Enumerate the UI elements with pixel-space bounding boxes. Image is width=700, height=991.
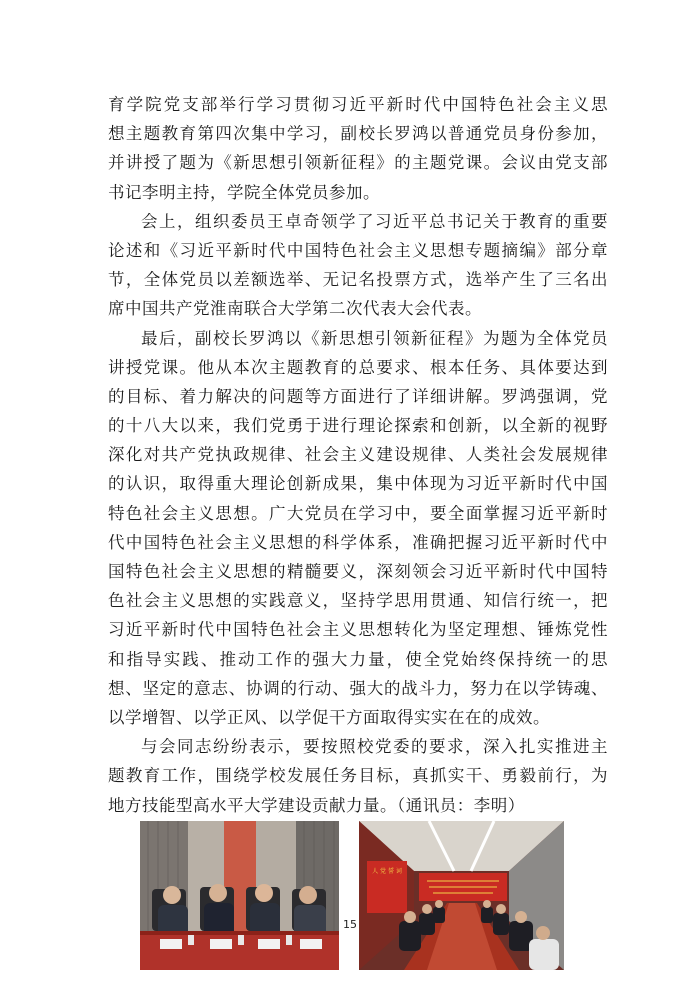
paragraph-line: 代中国特色社会主义思想的科学体系，准确把握习近平新时代中 [108, 532, 608, 552]
paragraph-line: 节，全体党员以差额选举、无记名投票方式，选举产生了三名出 [108, 270, 608, 290]
paragraph-line: 以学增智、以学正风、以学促干方面取得实实在在的成效。 [108, 707, 550, 727]
paragraph-line: 想、坚定的意志、协调的行动、强大的战斗力，努力在以学铸魂、 [108, 678, 608, 698]
meeting-photo-right [359, 821, 564, 970]
paragraph-line: 和指导实践、推动工作的强大力量，使全党始终保持统一的思 [108, 649, 608, 669]
paragraph-line: 并讲授了题为《新思想引领新征程》的主题党课。会议由党支部 [108, 153, 608, 173]
meeting-photo-left-image [140, 821, 339, 970]
paragraph-line: 会上，组织委员王卓奇领学了习近平总书记关于教育的重要 [141, 211, 608, 231]
article-body [108, 90, 608, 820]
paragraph-line: 色社会主义思想的实践意义，坚持学思用贯通、知信行统一，把 [108, 591, 608, 611]
paragraph-line: 习近平新时代中国特色社会主义思想转化为坚定理想、锤炼党性 [108, 620, 608, 640]
paragraph-line: 的认识，取得重大理论创新成果，集中体现为习近平新时代中国 [108, 474, 608, 494]
paragraph-line: 的目标、着力解决的问题等方面进行了详细讲解。罗鸿强调，党 [108, 386, 608, 406]
meeting-photo-right-image [359, 821, 564, 970]
paragraph-line: 席中国共产党淮南联合大学第二次代表大会代表。 [108, 299, 482, 319]
page-number: 15 [343, 918, 357, 931]
paragraph-line: 想主题教育第四次集中学习，副校长罗鸿以普通党员身份参加， [108, 124, 608, 144]
paragraph-line: 地方技能型高水平大学建设贡献力量。（通讯员：李明） [108, 795, 525, 815]
meeting-photo-left [140, 821, 339, 970]
paragraph-line: 与会同志纷纷表示，要按照校党委的要求，深入扎实推进主 [141, 737, 608, 757]
banner-text: 人 党 誓 词 [372, 868, 402, 875]
paragraph-line: 书记李明主持，学院全体党员参加。 [108, 182, 380, 202]
paragraph-line: 最后，副校长罗鸿以《新思想引领新征程》为题为全体党员 [141, 328, 608, 348]
paragraph-line: 题教育工作，围绕学校发展任务目标，真抓实干、勇毅前行，为 [108, 766, 608, 786]
paragraph-line: 国特色社会主义思想的精髓要义，深刻领会习近平新时代中国特 [108, 562, 608, 581]
paragraph-line: 的十八大以来，我们党勇于进行理论探索和创新，以全新的视野 [108, 416, 608, 436]
paragraph-line: 育学院党支部举行学习贯彻习近平新时代中国特色社会主义思 [108, 95, 608, 114]
paragraph-line: 深化对共产党执政规律、社会主义建设规律、人类社会发展规律 [108, 445, 608, 465]
paragraph-line: 论述和《习近平新时代中国特色社会主义思想专题摘编》部分章 [108, 240, 608, 260]
paragraph-line: 特色社会主义思想。广大党员在学习中，要全面掌握习近平新时 [108, 503, 608, 523]
paragraph-line: 讲授党课。他从本次主题教育的总要求、根本任务、具体要达到 [108, 357, 608, 377]
